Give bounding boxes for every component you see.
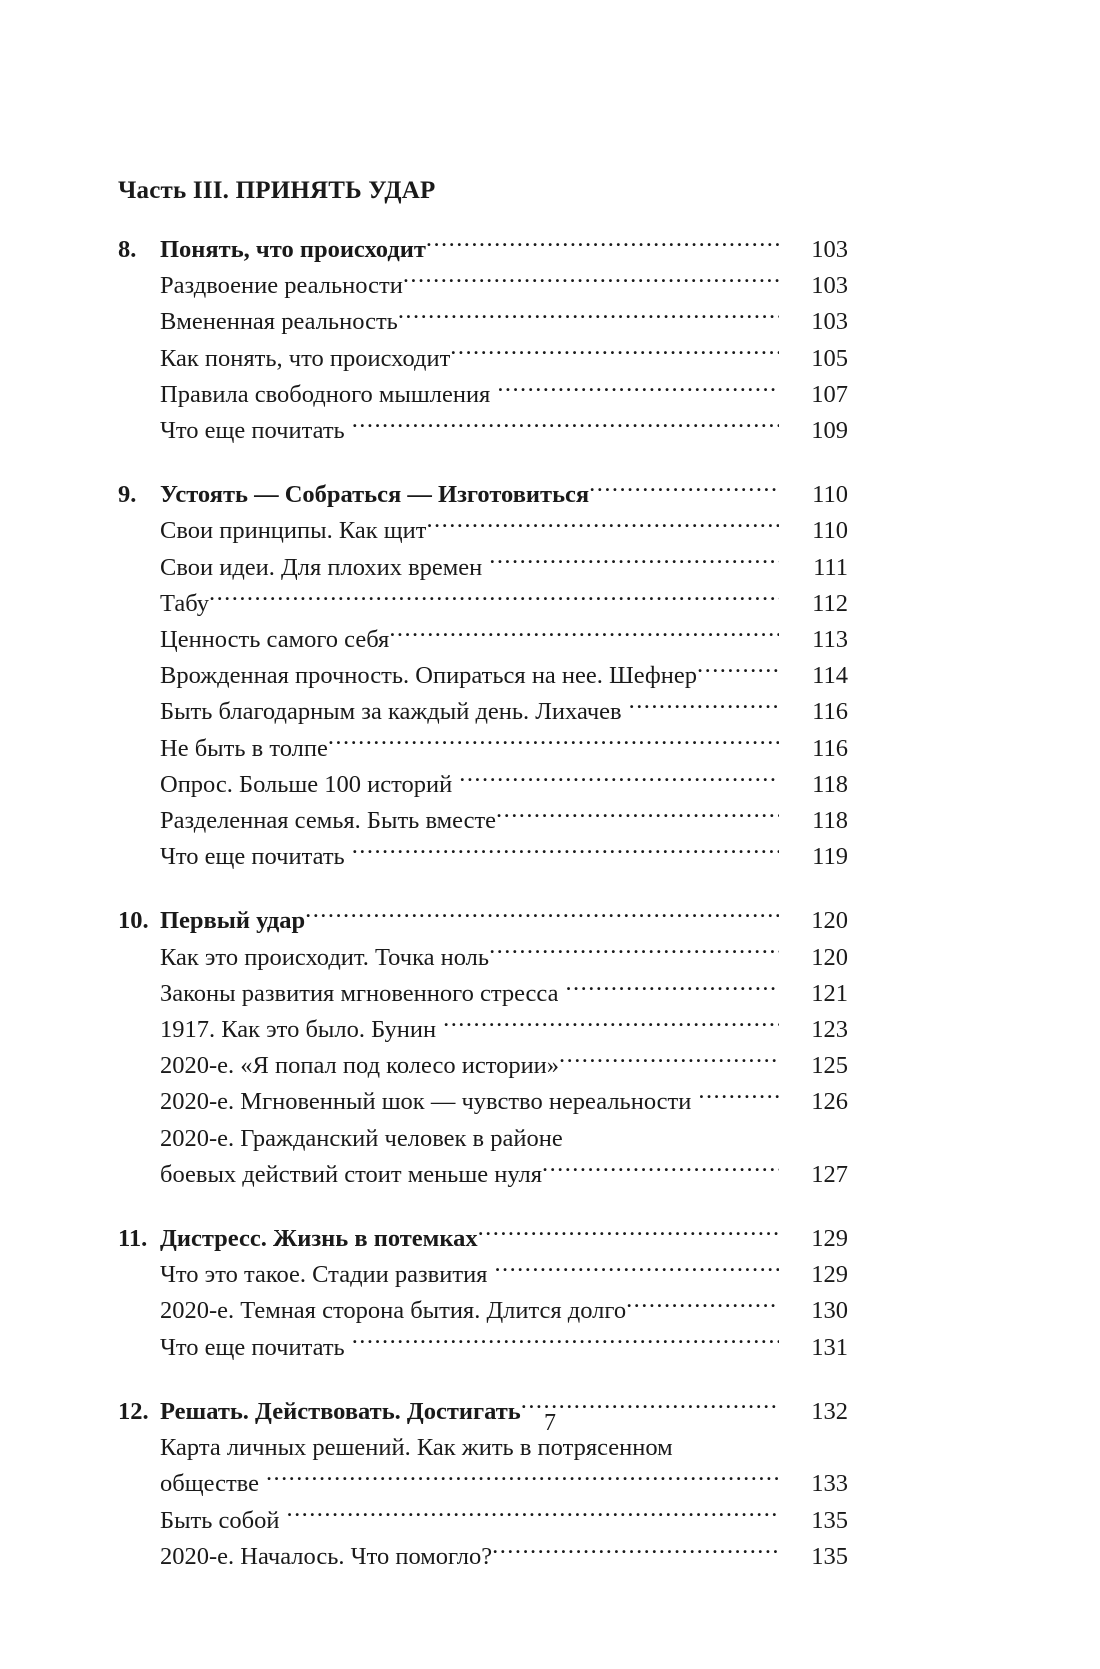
entry-page-number: 125 [811,1052,848,1080]
toc-entry-row[interactable] [118,1048,848,1084]
toc-entry-row[interactable] [118,1293,848,1329]
dot-leader [443,1013,779,1038]
toc-entry-row[interactable] [118,513,848,549]
entry-page-number: 114 [812,662,848,690]
dot-leader [494,1258,779,1283]
dot-leader [287,1503,780,1528]
dot-leader [352,414,779,439]
dot-leader [352,840,779,865]
entry-page-number: 130 [811,1297,848,1325]
toc-chapter-row[interactable] [118,1221,848,1257]
entry-label: Вмененная реальность [160,308,398,336]
dot-leader [403,269,779,294]
entry-label: Как понять, что происходит [160,344,451,372]
chapter-page-number: 129 [811,1225,848,1253]
toc-entry-row[interactable] [118,1012,848,1048]
toc-entry-row[interactable] [118,550,848,586]
dot-leader [389,623,779,648]
toc-entry-row[interactable] [118,694,848,730]
entry-label: Как это происходит. Точка ноль [160,943,490,971]
entry-page-number: 131 [811,1333,848,1361]
entry-page-number: 129 [811,1261,848,1289]
dot-leader [629,695,779,720]
toc-entry-row[interactable] [118,1503,848,1539]
chapter-page-number: 103 [811,236,848,263]
entry-label: Что еще почитать [160,417,345,445]
entry-page-number: 116 [812,734,848,762]
toc-chapter-row[interactable] [118,232,848,268]
entry-label: Не быть в толпе [160,734,328,762]
entry-page-number: 119 [812,843,848,871]
dot-leader [209,586,779,611]
entry-page-number: 133 [811,1470,848,1498]
dot-leader [496,804,779,829]
chapter-title: Понять, что происходит [160,236,426,263]
chapter-number: 11. [118,1225,148,1253]
toc-entry-row[interactable] [118,377,848,413]
entry-label: Что еще почитать [160,1333,345,1361]
entry-label-line2: обществе [160,1470,259,1498]
entry-label: Раздвоение реальности [160,272,403,300]
chapter-group-8 [118,232,848,449]
chapter-number: 9. [118,481,137,509]
entry-page-number: 120 [811,943,848,971]
toc-entry-row[interactable] [118,622,848,658]
entry-label: Опрос. Больше 100 историй [160,770,453,798]
entry-page-number: 118 [812,770,848,798]
chapter-page-number: 132 [811,1397,848,1425]
chapter-page-number: 110 [812,481,848,509]
entry-label: Законы развития мгновенного стресса [160,979,559,1007]
toc-entry-row-wrapped-first[interactable] [118,1121,848,1157]
chapter-title: Устоять — Собраться — Изготовиться [160,481,590,509]
dot-leader [697,659,779,684]
entry-label: Врожденная прочность. Опираться на нее. Шефнер [160,662,698,690]
entry-label: Что это такое. Стадии развития [160,1261,488,1289]
toc-entry-row[interactable] [118,839,848,875]
dot-leader [497,377,779,402]
entry-page-number: 113 [812,626,848,654]
dot-leader [489,940,779,965]
toc-entry-row[interactable] [118,1257,848,1293]
entry-page-number: 123 [811,1016,848,1044]
entry-page-number: 121 [811,979,848,1007]
dot-leader [478,1222,779,1247]
dot-leader [698,1085,779,1110]
table-of-contents [118,176,848,1575]
dot-leader [489,550,779,575]
page-folio-number: 7 [544,1410,556,1436]
dot-leader [450,341,779,366]
entry-label: Табу [160,589,210,617]
entry-label: 2020-е. «Я попал под колесо истории» [160,1052,560,1080]
entry-page-number: 110 [812,517,848,545]
chapter-number: 10. [118,907,149,935]
dot-leader [542,1157,779,1182]
entry-label: 2020-е. Мгновенный шок — чувство нереальности [160,1088,692,1116]
entry-label: Что еще почитать [160,843,345,871]
toc-entry-row[interactable] [118,304,848,340]
dot-leader [626,1294,779,1319]
entry-label-line1: Карта личных решений. Как жить в потрясенном [160,1434,673,1462]
toc-entry-row[interactable] [118,341,848,377]
part-title: Часть III. ПРИНЯТЬ УДАР [118,177,436,204]
dot-leader [589,478,779,503]
entry-page-number: 109 [811,417,848,445]
entry-page-number: 127 [811,1160,848,1188]
toc-entry-row[interactable] [118,767,848,803]
chapter-title: Первый удар [160,907,306,935]
dot-leader [328,731,779,756]
dot-leader [559,1049,779,1074]
chapter-title: Решать. Действовать. Достигать [160,1397,521,1425]
entry-page-number: 116 [812,698,848,726]
dot-leader [305,904,779,929]
entry-page-number: 135 [811,1542,848,1570]
toc-entry-row[interactable] [118,268,848,304]
entry-page-number: 118 [812,807,848,835]
chapter-number: 12. [118,1397,149,1425]
toc-entry-row[interactable] [118,413,848,449]
entry-label: Правила свободного мышления [160,380,491,408]
entry-page-number: 105 [811,344,848,372]
toc-entry-row-wrapped-second[interactable] [118,1157,848,1193]
entry-page-number: 135 [811,1506,848,1534]
dot-leader [398,305,779,330]
chapter-number: 8. [118,236,137,263]
entry-label: Быть собой [160,1506,280,1534]
toc-chapter-row[interactable] [118,903,848,939]
toc-entry-row[interactable] [118,1084,848,1120]
dot-leader [459,767,779,792]
entry-label: 2020-е. Началось. Что помогло? [160,1542,493,1570]
entry-label-line1: 2020-е. Гражданский человек в районе [160,1124,563,1152]
entry-page-number: 111 [813,553,848,581]
entry-page-number: 103 [811,272,848,300]
dot-leader [266,1467,779,1492]
toc-chapter-row[interactable] [118,477,848,513]
entry-page-number: 107 [811,380,848,408]
entry-page-number: 112 [812,589,848,617]
chapter-title: Дистресс. Жизнь в потемках [160,1225,478,1253]
entry-page-number: 103 [811,308,848,336]
dot-leader [426,514,779,539]
toc-entry-row[interactable] [118,940,848,976]
entry-label: 2020-е. Темная сторона бытия. Длится долго [160,1297,627,1325]
entry-label: Свои принципы. Как щит [160,517,427,545]
toc-entry-row[interactable] [118,803,848,839]
toc-entry-row[interactable] [118,586,848,622]
entry-label: Ценность самого себя [160,626,390,654]
chapter-group-11 [118,1221,848,1366]
entry-label: Свои идеи. Для плохих времен [160,553,483,581]
entry-label: Быть благодарным за каждый день. Лихачев [160,698,622,726]
entry-page-number: 126 [811,1088,848,1116]
entry-label: Разделенная семья. Быть вместе [160,807,497,835]
entry-label: 1917. Как это было. Бунин [160,1016,437,1044]
toc-entry-row[interactable] [118,976,848,1012]
dot-leader [565,976,779,1001]
dot-leader [352,1330,779,1355]
dot-leader [492,1539,779,1564]
dot-leader [426,233,779,258]
chapter-page-number: 120 [811,907,848,935]
chapter-group-10 [118,903,848,1193]
toc-entry-row[interactable] [118,658,848,694]
toc-entry-row[interactable] [118,731,848,767]
toc-entry-row[interactable] [118,1330,848,1366]
entry-label-line2: боевых действий стоит меньше нуля [160,1160,542,1188]
toc-entry-row-wrapped-second[interactable] [118,1466,848,1502]
chapter-group-9 [118,477,848,875]
toc-entry-row[interactable] [118,1539,848,1575]
